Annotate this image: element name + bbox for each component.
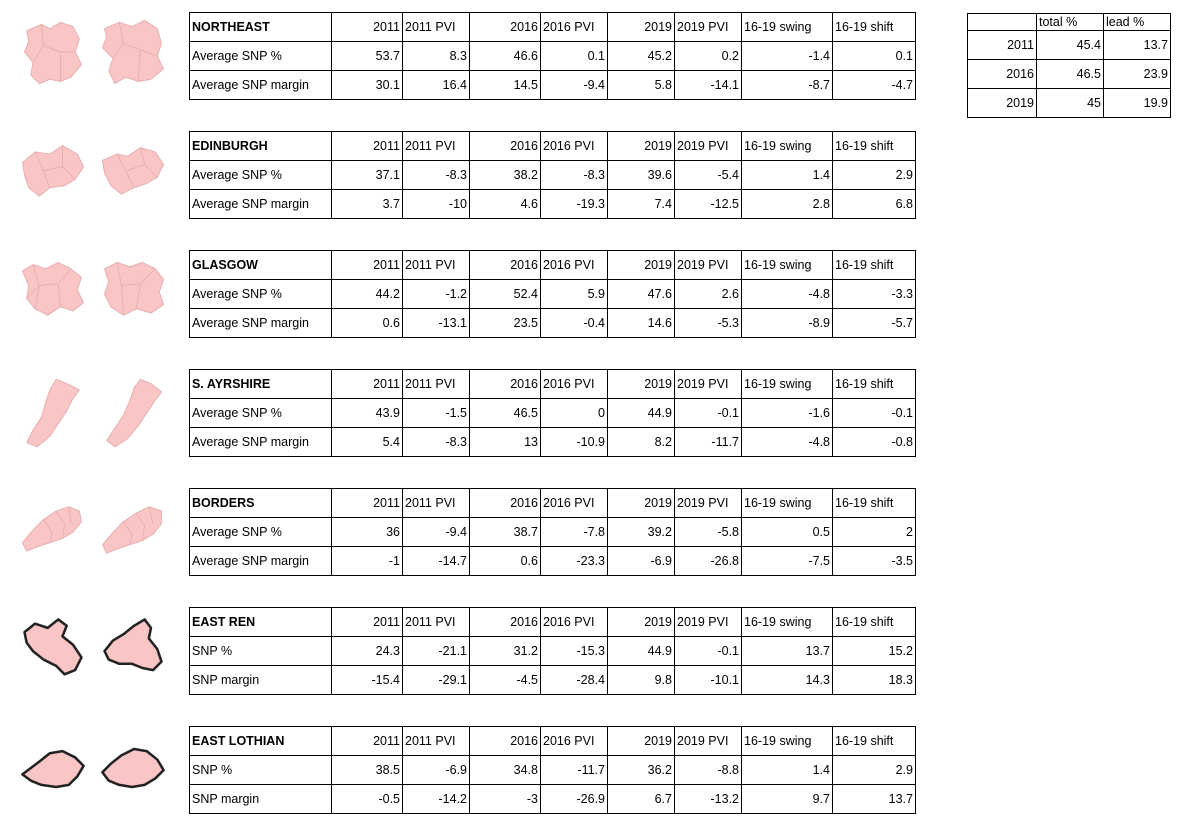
column-header: 16-19 swing — [742, 489, 833, 518]
value-cell: 0.1 — [833, 42, 916, 71]
row-label: SNP margin — [190, 666, 332, 695]
region-edinburgh — [0, 131, 920, 227]
summary-lead: 23.9 — [1104, 60, 1171, 89]
value-cell: -14.1 — [675, 71, 742, 100]
column-header: 2011 PVI — [403, 132, 470, 161]
value-cell: -11.7 — [675, 428, 742, 457]
table-row — [190, 666, 916, 695]
value-cell: -3 — [470, 785, 541, 814]
column-header: 2011 PVI — [403, 489, 470, 518]
summary-header-cell: total % — [1037, 14, 1104, 31]
value-cell: -14.7 — [403, 547, 470, 576]
summary-table — [967, 13, 1171, 118]
column-header: 16-19 shift — [833, 489, 916, 518]
east-lothian-map-icon — [18, 730, 88, 806]
table-header-row — [190, 251, 916, 280]
value-cell: -5.8 — [675, 518, 742, 547]
table-row — [190, 161, 916, 190]
value-cell: -8.3 — [403, 428, 470, 457]
value-cell: -0.8 — [833, 428, 916, 457]
table-row — [190, 547, 916, 576]
value-cell: -7.5 — [742, 547, 833, 576]
column-header: 16-19 swing — [742, 13, 833, 42]
row-label: Average SNP margin — [190, 547, 332, 576]
region-east-lothian — [0, 726, 920, 822]
column-header: 16-19 swing — [742, 251, 833, 280]
column-header: 2019 — [608, 727, 675, 756]
northeast-map-icon — [18, 16, 88, 92]
column-header: 2011 — [332, 13, 403, 42]
table-header-row — [190, 489, 916, 518]
column-header: 2019 PVI — [675, 489, 742, 518]
value-cell: 43.9 — [332, 399, 403, 428]
column-header: 2019 — [608, 251, 675, 280]
column-header: 2016 PVI — [541, 489, 608, 518]
value-cell: 8.2 — [608, 428, 675, 457]
column-header: 2011 — [332, 608, 403, 637]
value-cell: 36 — [332, 518, 403, 547]
value-cell: 53.7 — [332, 42, 403, 71]
region-borders — [0, 488, 920, 584]
east-lothian-table — [189, 726, 916, 814]
column-header: 2019 PVI — [675, 727, 742, 756]
value-cell: 31.2 — [470, 637, 541, 666]
value-cell: -26.8 — [675, 547, 742, 576]
value-cell: -10.1 — [675, 666, 742, 695]
value-cell: -4.5 — [470, 666, 541, 695]
value-cell: -0.5 — [332, 785, 403, 814]
value-cell: -7.8 — [541, 518, 608, 547]
column-header: 2019 PVI — [675, 251, 742, 280]
table-row — [190, 756, 916, 785]
region-east-ren — [0, 607, 920, 703]
value-cell: -13.2 — [675, 785, 742, 814]
value-cell: 1.4 — [742, 756, 833, 785]
value-cell: -5.4 — [675, 161, 742, 190]
summary-total: 46.5 — [1037, 60, 1104, 89]
table-row — [190, 71, 916, 100]
value-cell: 0.2 — [675, 42, 742, 71]
glasgow-table — [189, 250, 916, 338]
column-header: 2011 PVI — [403, 13, 470, 42]
column-header: 2016 — [470, 251, 541, 280]
value-cell: 2.6 — [675, 280, 742, 309]
column-header: 16-19 swing — [742, 608, 833, 637]
value-cell: -28.4 — [541, 666, 608, 695]
edinburgh-table — [189, 131, 916, 219]
column-header: 2016 PVI — [541, 370, 608, 399]
region-name: NORTHEAST — [190, 13, 332, 42]
value-cell: 39.2 — [608, 518, 675, 547]
value-cell: 47.6 — [608, 280, 675, 309]
column-header: 2019 — [608, 370, 675, 399]
value-cell: 2 — [833, 518, 916, 547]
borders-map-icon — [18, 492, 88, 568]
summary-year: 2019 — [968, 89, 1037, 118]
region-name: BORDERS — [190, 489, 332, 518]
column-header: 2019 PVI — [675, 13, 742, 42]
table-row — [190, 42, 916, 71]
value-cell: -0.4 — [541, 309, 608, 338]
row-label: SNP % — [190, 756, 332, 785]
value-cell: -1.5 — [403, 399, 470, 428]
column-header: 2016 — [470, 13, 541, 42]
summary-year: 2016 — [968, 60, 1037, 89]
value-cell: 36.2 — [608, 756, 675, 785]
value-cell: 1.4 — [742, 161, 833, 190]
value-cell: -14.2 — [403, 785, 470, 814]
region-glasgow — [0, 250, 920, 346]
east-ren-map-icon — [98, 611, 168, 687]
value-cell: 14.6 — [608, 309, 675, 338]
edinburgh-map-icon — [98, 135, 168, 211]
table-header-row — [190, 608, 916, 637]
value-cell: 18.3 — [833, 666, 916, 695]
value-cell: -8.3 — [403, 161, 470, 190]
value-cell: 38.7 — [470, 518, 541, 547]
northeast-map-icon — [98, 16, 168, 92]
value-cell: 5.8 — [608, 71, 675, 100]
column-header: 2011 — [332, 727, 403, 756]
value-cell: -15.4 — [332, 666, 403, 695]
region-name: EAST LOTHIAN — [190, 727, 332, 756]
column-header: 2011 — [332, 489, 403, 518]
row-label: SNP margin — [190, 785, 332, 814]
table-row — [190, 190, 916, 219]
column-header: 2011 PVI — [403, 370, 470, 399]
east-lothian-map-icon — [98, 730, 168, 806]
summary-header-cell: lead % — [1104, 14, 1171, 31]
row-label: Average SNP margin — [190, 428, 332, 457]
column-header: 2019 PVI — [675, 608, 742, 637]
value-cell: -4.8 — [742, 428, 833, 457]
column-header: 16-19 shift — [833, 132, 916, 161]
row-label: Average SNP margin — [190, 309, 332, 338]
value-cell: 13.7 — [742, 637, 833, 666]
value-cell: -21.1 — [403, 637, 470, 666]
column-header: 2019 — [608, 608, 675, 637]
value-cell: -10.9 — [541, 428, 608, 457]
column-header: 16-19 swing — [742, 132, 833, 161]
value-cell: 0.6 — [332, 309, 403, 338]
value-cell: -1 — [332, 547, 403, 576]
column-header: 2011 — [332, 132, 403, 161]
borders-table — [189, 488, 916, 576]
row-label: SNP % — [190, 637, 332, 666]
row-label: Average SNP % — [190, 280, 332, 309]
s-ayrshire-map-icon — [98, 373, 168, 449]
value-cell: -0.1 — [675, 399, 742, 428]
borders-maps — [18, 492, 168, 572]
column-header: 2016 — [470, 727, 541, 756]
value-cell: 38.5 — [332, 756, 403, 785]
value-cell: -23.3 — [541, 547, 608, 576]
value-cell: 8.3 — [403, 42, 470, 71]
value-cell: -19.3 — [541, 190, 608, 219]
value-cell: 6.8 — [833, 190, 916, 219]
value-cell: -3.5 — [833, 547, 916, 576]
region-name: GLASGOW — [190, 251, 332, 280]
value-cell: 44.9 — [608, 637, 675, 666]
table-header-row — [190, 727, 916, 756]
summary-header-cell — [968, 14, 1037, 31]
column-header: 16-19 swing — [742, 727, 833, 756]
value-cell: -6.9 — [608, 547, 675, 576]
value-cell: 5.4 — [332, 428, 403, 457]
column-header: 2016 — [470, 370, 541, 399]
value-cell: 13 — [470, 428, 541, 457]
column-header: 2016 PVI — [541, 608, 608, 637]
value-cell: 16.4 — [403, 71, 470, 100]
value-cell: -6.9 — [403, 756, 470, 785]
row-label: Average SNP margin — [190, 71, 332, 100]
east-ren-table — [189, 607, 916, 695]
value-cell: 4.6 — [470, 190, 541, 219]
column-header: 2019 PVI — [675, 370, 742, 399]
value-cell: -29.1 — [403, 666, 470, 695]
value-cell: -0.1 — [675, 637, 742, 666]
table-row — [190, 785, 916, 814]
table-header-row — [190, 370, 916, 399]
summary-total: 45 — [1037, 89, 1104, 118]
column-header: 2019 — [608, 489, 675, 518]
table-row — [190, 428, 916, 457]
northeast-maps — [18, 16, 168, 96]
value-cell: -12.5 — [675, 190, 742, 219]
column-header: 16-19 swing — [742, 370, 833, 399]
column-header: 2011 — [332, 370, 403, 399]
row-label: Average SNP % — [190, 42, 332, 71]
summary-row — [968, 31, 1171, 60]
value-cell: 45.2 — [608, 42, 675, 71]
column-header: 2011 PVI — [403, 251, 470, 280]
glasgow-maps — [18, 254, 168, 334]
value-cell: -5.3 — [675, 309, 742, 338]
value-cell: 39.6 — [608, 161, 675, 190]
value-cell: 23.5 — [470, 309, 541, 338]
value-cell: -26.9 — [541, 785, 608, 814]
value-cell: -4.7 — [833, 71, 916, 100]
column-header: 2016 PVI — [541, 251, 608, 280]
value-cell: -4.8 — [742, 280, 833, 309]
summary-lead: 13.7 — [1104, 31, 1171, 60]
region-s-ayrshire — [0, 369, 920, 465]
column-header: 2016 — [470, 608, 541, 637]
summary-header-row — [968, 14, 1171, 31]
value-cell: -15.3 — [541, 637, 608, 666]
summary-total: 45.4 — [1037, 31, 1104, 60]
value-cell: -1.4 — [742, 42, 833, 71]
s-ayrshire-maps — [18, 373, 168, 453]
table-row — [190, 280, 916, 309]
summary-row — [968, 60, 1171, 89]
column-header: 2011 — [332, 251, 403, 280]
value-cell: 2.8 — [742, 190, 833, 219]
value-cell: -13.1 — [403, 309, 470, 338]
value-cell: 2.9 — [833, 756, 916, 785]
value-cell: 14.5 — [470, 71, 541, 100]
column-header: 16-19 shift — [833, 13, 916, 42]
summary-row — [968, 89, 1171, 118]
table-header-row — [190, 13, 916, 42]
value-cell: 44.9 — [608, 399, 675, 428]
row-label: Average SNP % — [190, 399, 332, 428]
borders-map-icon — [98, 492, 168, 568]
edinburgh-maps — [18, 135, 168, 215]
region-name: EDINBURGH — [190, 132, 332, 161]
value-cell: 13.7 — [833, 785, 916, 814]
table-row — [190, 637, 916, 666]
value-cell: 52.4 — [470, 280, 541, 309]
region-name: EAST REN — [190, 608, 332, 637]
value-cell: -1.2 — [403, 280, 470, 309]
row-label: Average SNP % — [190, 161, 332, 190]
value-cell: 3.7 — [332, 190, 403, 219]
value-cell: 46.6 — [470, 42, 541, 71]
column-header: 2016 — [470, 132, 541, 161]
value-cell: 14.3 — [742, 666, 833, 695]
column-header: 2016 PVI — [541, 13, 608, 42]
value-cell: 0.1 — [541, 42, 608, 71]
value-cell: -1.6 — [742, 399, 833, 428]
edinburgh-map-icon — [18, 135, 88, 211]
value-cell: 34.8 — [470, 756, 541, 785]
value-cell: 9.8 — [608, 666, 675, 695]
column-header: 2019 PVI — [675, 132, 742, 161]
value-cell: -8.8 — [675, 756, 742, 785]
value-cell: 30.1 — [332, 71, 403, 100]
value-cell: 15.2 — [833, 637, 916, 666]
value-cell: 37.1 — [332, 161, 403, 190]
column-header: 2016 PVI — [541, 727, 608, 756]
value-cell: 0 — [541, 399, 608, 428]
value-cell: 9.7 — [742, 785, 833, 814]
value-cell: 44.2 — [332, 280, 403, 309]
summary-year: 2011 — [968, 31, 1037, 60]
value-cell: 0.5 — [742, 518, 833, 547]
value-cell: 6.7 — [608, 785, 675, 814]
value-cell: 5.9 — [541, 280, 608, 309]
value-cell: -5.7 — [833, 309, 916, 338]
summary-lead: 19.9 — [1104, 89, 1171, 118]
value-cell: 0.6 — [470, 547, 541, 576]
value-cell: 46.5 — [470, 399, 541, 428]
value-cell: -8.3 — [541, 161, 608, 190]
region-northeast — [0, 12, 920, 108]
table-row — [190, 399, 916, 428]
s-ayrshire-table — [189, 369, 916, 457]
value-cell: -10 — [403, 190, 470, 219]
column-header: 16-19 shift — [833, 251, 916, 280]
column-header: 2016 PVI — [541, 132, 608, 161]
value-cell: -11.7 — [541, 756, 608, 785]
column-header: 16-19 shift — [833, 608, 916, 637]
column-header: 2011 PVI — [403, 608, 470, 637]
glasgow-map-icon — [98, 254, 168, 330]
row-label: Average SNP margin — [190, 190, 332, 219]
table-row — [190, 518, 916, 547]
northeast-table — [189, 12, 916, 100]
value-cell: 38.2 — [470, 161, 541, 190]
s-ayrshire-map-icon — [18, 373, 88, 449]
east-ren-map-icon — [18, 611, 88, 687]
column-header: 2019 — [608, 13, 675, 42]
value-cell: -9.4 — [541, 71, 608, 100]
column-header: 2019 — [608, 132, 675, 161]
value-cell: -8.9 — [742, 309, 833, 338]
table-row — [190, 309, 916, 338]
glasgow-map-icon — [18, 254, 88, 330]
region-name: S. AYRSHIRE — [190, 370, 332, 399]
value-cell: 7.4 — [608, 190, 675, 219]
value-cell: -3.3 — [833, 280, 916, 309]
table-header-row — [190, 132, 916, 161]
value-cell: 24.3 — [332, 637, 403, 666]
east-ren-maps — [18, 611, 168, 691]
value-cell: -9.4 — [403, 518, 470, 547]
value-cell: 2.9 — [833, 161, 916, 190]
column-header: 16-19 shift — [833, 370, 916, 399]
column-header: 2011 PVI — [403, 727, 470, 756]
column-header: 2016 — [470, 489, 541, 518]
row-label: Average SNP % — [190, 518, 332, 547]
value-cell: -8.7 — [742, 71, 833, 100]
value-cell: -0.1 — [833, 399, 916, 428]
east-lothian-maps — [18, 730, 168, 810]
column-header: 16-19 shift — [833, 727, 916, 756]
